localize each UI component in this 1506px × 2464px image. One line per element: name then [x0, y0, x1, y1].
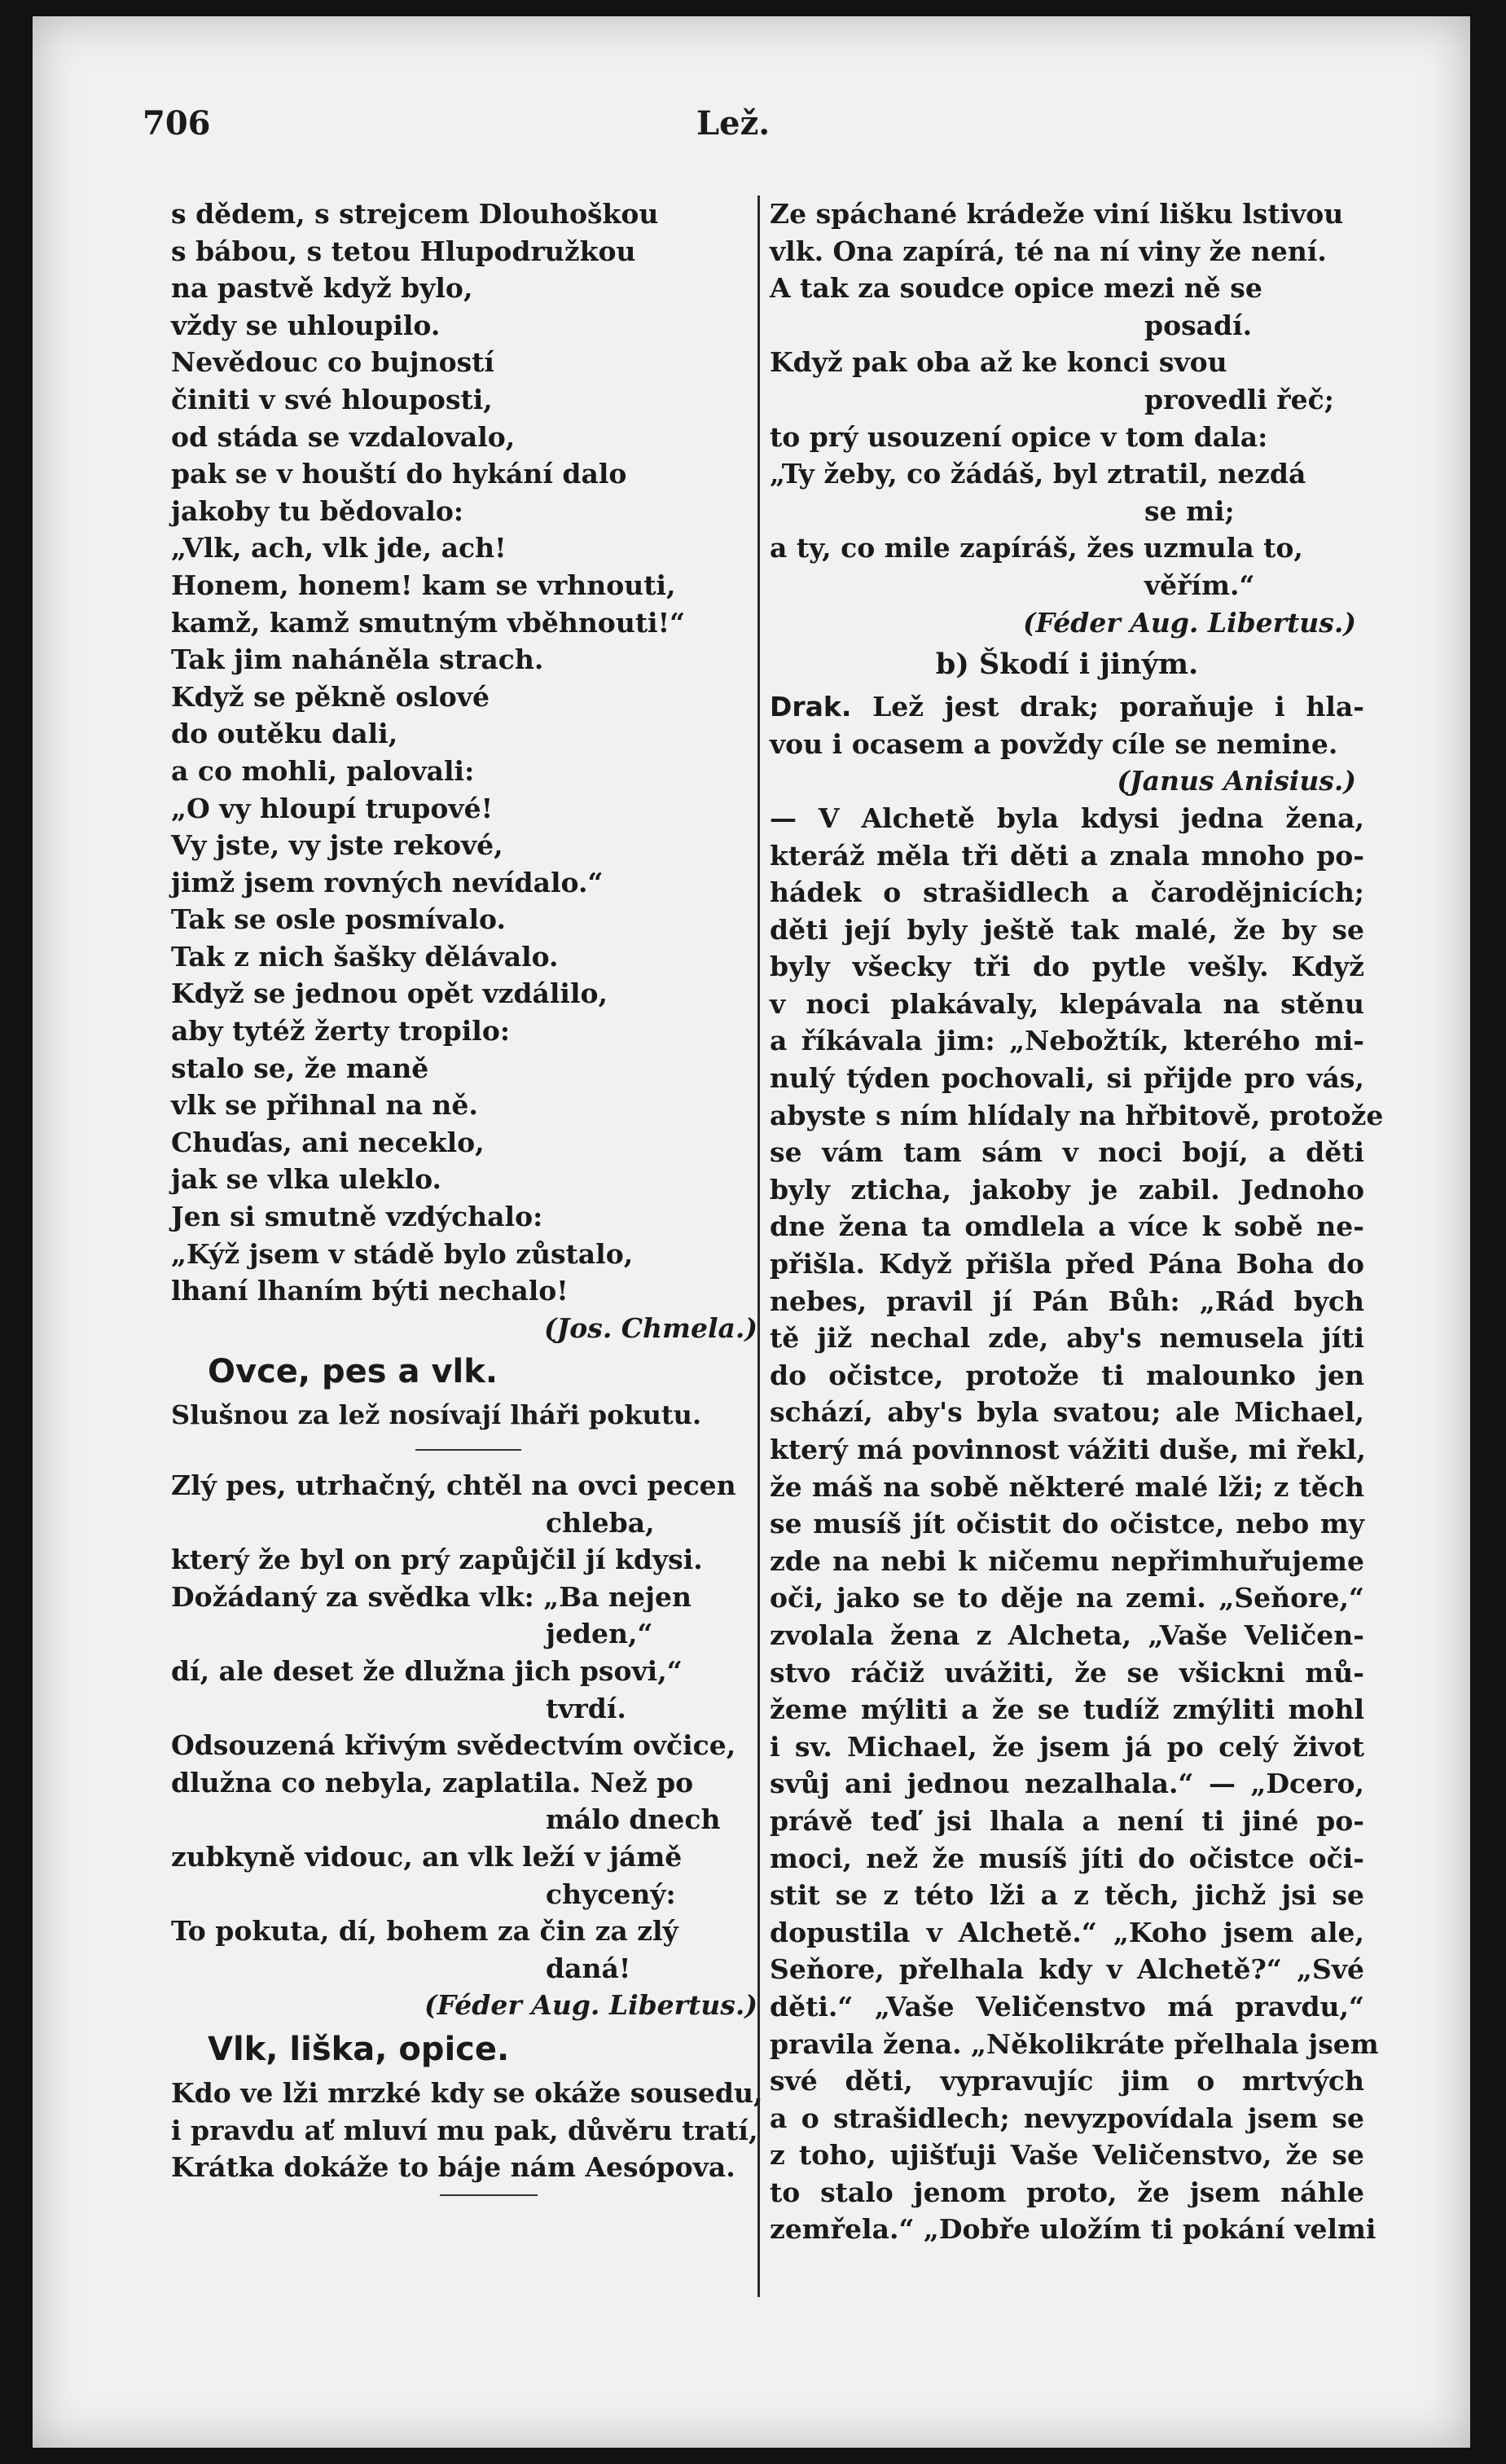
story-line: do očistce, protože ti malounko jen: [770, 1359, 1364, 1391]
poem-line: „Vlk, ach, vlk jde, ach!: [171, 532, 507, 564]
story-line: se vám tam sám v noci bojí, a děti: [770, 1136, 1364, 1169]
poem-line: „O vy hloupí trupové!: [171, 792, 494, 824]
poem-line: jakoby tu bědovalo:: [171, 494, 464, 527]
drak-text-1: Lež jest drak; poraňuje i hla-: [851, 691, 1364, 723]
poem-line: i pravdu ať mluví mu pak, důvěru tratí,: [171, 2114, 758, 2146]
story-line: žeme mýliti a že se tudíž zmýliti mohl: [770, 1693, 1364, 1726]
heading-vlk-liska-opice: Vlk, liška, opice.: [208, 2030, 510, 2068]
running-head: Lež.: [696, 104, 771, 143]
poem-line: Krátka dokáže to báje nám Aesópova.: [171, 2151, 735, 2184]
story-line: z toho, ujišťuji Vaše Veličenstvo, že se: [770, 2139, 1364, 2172]
story-line: oči, jako se to děje na zemi. „Seňore,“: [770, 1582, 1364, 1614]
story-line: i sv. Michael, že jsem já po celý život: [770, 1730, 1364, 1763]
attribution-anisius: (Janus Anisius.): [1117, 765, 1356, 797]
story-line: stvo ráčiž uvážiti, že se všickni mů-: [770, 1656, 1364, 1689]
poem-line: aby tytéž žerty tropilo:: [171, 1015, 511, 1048]
poem-vlk-oslove: [171, 195, 766, 1310]
story-line: v noci plakávaly, klepávala na stěnu: [770, 987, 1364, 1020]
poem-line: jeden,“: [546, 1618, 653, 1650]
poem-line: Když se pěkně oslové: [171, 680, 490, 713]
story-line: právě teď jsi lhala a není ti jiné po-: [770, 1804, 1364, 1837]
poem-line: Dožádaný za svědka vlk: „Ba nejen: [171, 1580, 692, 1613]
story-line: a o strašidlech; nevyzpovídala jsem se: [770, 2102, 1364, 2134]
story-line: svůj ani jednou nezalhala.“ — „Dcero,: [770, 1768, 1364, 1800]
poem-line: zubkyně vidouc, an vlk leží v jámě: [171, 1840, 683, 1873]
poem-line: vlk se přihnal na ně.: [171, 1089, 478, 1122]
story-line: Seňore, přelhala kdy v Alchetě?“ „Své: [770, 1953, 1364, 1986]
poem-line: a ty, co mile zapíráš, žes uzmula to,: [770, 532, 1303, 564]
story-line: zde na nebi k ničemu nepřimhuřujeme: [770, 1544, 1364, 1577]
subheading-skodi-jinym: b) Škodí i jiným.: [935, 648, 1199, 682]
poem-line: posadí.: [1144, 309, 1253, 341]
poem-line: A tak za soudce opice mezi ně se: [770, 272, 1262, 305]
poem-line: dlužna co nebyla, zaplatila. Než po: [171, 1766, 694, 1799]
story-line: byly zticha, jakoby je zabil. Jednoho: [770, 1173, 1364, 1206]
poem-line: s bábou, s tetou Hlupodružkou: [171, 235, 636, 267]
poem-line: To pokuta, dí, bohem za čin za zlý: [171, 1915, 678, 1948]
heading-ovce-pes-vlk: Ovce, pes a vlk.: [208, 1353, 498, 1391]
story-line: abyste s ním hlídaly na hřbitově, protože: [770, 1099, 1384, 1131]
poem-line: jak se vlka uleklo.: [171, 1163, 442, 1196]
poem-vlk-liska-opice-start: [171, 2075, 766, 2186]
poem-line: chleba,: [546, 1506, 655, 1539]
poem-line: jimž jsem rovných nevídalo.“: [171, 866, 604, 898]
story-line: zvolala žena z Alcheta, „Vaše Veličen-: [770, 1619, 1364, 1651]
story-line: moci, než že musíš jíti do očistce oči-: [770, 1842, 1364, 1874]
drak-heading: Drak.: [770, 691, 852, 723]
story-line: děti.“ „Vaše Veličenstvo má pravdu,“: [770, 1990, 1364, 2023]
poem-line: daná!: [546, 1952, 631, 1984]
poem-line: vždy se uhloupilo.: [171, 309, 441, 341]
poem-line: dí, ale deset že dlužna jich psovi,“: [171, 1654, 683, 1687]
poem-line: Jen si smutně vzdýchalo:: [171, 1201, 543, 1233]
poem-line: Ze spáchané krádeže viní lišku lstivou: [770, 198, 1344, 230]
poem-line: vlk. Ona zapírá, té na ní viny že není.: [770, 235, 1327, 267]
poem-vlk-liska-opice-cont: [770, 195, 1364, 604]
poem-line: Nevědouc co bujností: [171, 346, 494, 379]
poem-line: Když pak oba až ke konci svou: [770, 346, 1227, 379]
poem-line: to prý usouzení opice v tom dala:: [770, 420, 1268, 453]
story-line: přišla. Když přišla před Pána Boha do: [770, 1248, 1364, 1280]
story-line: schází, aby's byla svatou; ale Michael,: [770, 1396, 1364, 1429]
story-line: nulý týden pochovali, si přijde pro vás,: [770, 1062, 1364, 1095]
poem-line: s dědem, s strejcem Dlouhoškou: [171, 198, 659, 230]
poem-line: který že byl on prý zapůjčil jí kdysi.: [171, 1544, 703, 1576]
story-line: pravila žena. „Několikráte přelhala jsem: [770, 2027, 1379, 2060]
drak-text-2: vou i ocasem a povždy cíle se nemine.: [770, 727, 1338, 760]
story-line: který má povinnost vážiti duše, mi řekl,: [770, 1434, 1366, 1465]
separator-rule: [171, 1434, 766, 1467]
poem-line: pak se v houští do hykání dalo: [171, 458, 627, 490]
poem-line: na pastvě když bylo,: [171, 272, 473, 305]
poem-line: Odsouzená křivým svědectvím ovčice,: [171, 1729, 736, 1762]
poem-line: stalo se, že maně: [171, 1052, 429, 1084]
story-line: kteráž měla tři děti a znala mnoho po-: [770, 839, 1364, 872]
poem-ovce-pes-vlk: [171, 1467, 766, 1987]
poem-line: Tak z nich šašky dělávalo.: [171, 940, 559, 973]
drak-first-line: [770, 688, 1364, 726]
poem-line: a co mohli, palovali:: [171, 754, 475, 787]
poem-line: do outěku dali,: [171, 718, 398, 750]
story-line: děti její byly ještě tak malé, že by se: [770, 913, 1364, 946]
poem-line: lhaní lhaním býti nechalo!: [171, 1275, 569, 1307]
epigraph-ovce: Slušnou za lež nosívají lháři pokutu.: [171, 1399, 702, 1431]
poem-line: chycený:: [546, 1878, 676, 1910]
poem-line: Tak jim naháněla strach.: [171, 643, 544, 676]
poem-line: Chuďas, ani neceklo,: [171, 1126, 485, 1158]
poem-line: kamž, kamž smutným vběhnouti!“: [171, 606, 686, 639]
attribution-chmela: (Jos. Chmela.): [544, 1311, 757, 1344]
poem-line: od stáda se vzdalovalo,: [171, 420, 516, 453]
poem-line: Honem, honem! kam se vrhnouti,: [171, 569, 676, 601]
story-line: stit se z této lži a z těch, jichž jsi se: [770, 1879, 1364, 1912]
story-line: zemřela.“ „Dobře uložím ti pokání velmi: [770, 2213, 1376, 2246]
story-line: — V Alchetě byla kdysi jedna žena,: [770, 802, 1364, 834]
story-line: se musíš jít očistit do očistce, nebo my: [770, 1508, 1364, 1540]
right-column: [770, 195, 1384, 2248]
poem-line: „Ty žeby, co žádáš, byl ztratil, nezdá: [770, 458, 1306, 490]
story-line: byly všecky tři do pytle vešly. Když: [770, 951, 1364, 983]
poem-line: tvrdí.: [546, 1692, 626, 1724]
poem-line: Zlý pes, utrhačný, chtěl na ovci pecen: [171, 1469, 736, 1501]
poem-line: Kdo ve lži mrzké kdy se okáže sousedu,: [171, 2076, 763, 2109]
poem-line: činiti v své hlouposti,: [171, 383, 493, 415]
poem-line: Když se jednou opět vzdálilo,: [171, 977, 608, 1010]
bottom-rule: [171, 2186, 766, 2211]
poem-line: Tak se osle posmívalo.: [171, 903, 506, 936]
page-number: 706: [143, 104, 211, 143]
story-line: nebes, pravil jí Pán Bůh: „Rád bych: [770, 1285, 1364, 1317]
story-line: a říkávala jim: „Nebožtík, kterého mi-: [770, 1025, 1364, 1057]
story-line: dopustila v Alchetě.“ „Koho jsem ale,: [770, 1916, 1364, 1948]
poem-line: provedli řeč;: [1144, 383, 1334, 415]
poem-line: se mi;: [1144, 494, 1235, 527]
attribution-feder-1: (Féder Aug. Libertus.): [424, 1989, 757, 2022]
poem-line: málo dnech: [546, 1803, 721, 1836]
story-line: dne žena ta omdlela a více k sobě ne-: [770, 1210, 1364, 1243]
story-alcheta: [770, 800, 1384, 2248]
poem-line: „Kýž jsem v stádě bylo zůstalo,: [171, 1237, 634, 1270]
poem-line: Vy jste, vy jste rekové,: [171, 829, 503, 862]
attribution-feder-2: (Féder Aug. Libertus.): [1023, 606, 1356, 639]
story-line: že máš na sobě některé malé lži; z těch: [770, 1470, 1364, 1503]
story-line: tě již nechal zde, aby's nemusela jíti: [770, 1322, 1364, 1355]
story-line: hádek o strašidlech a čarodějnicích;: [770, 876, 1364, 909]
story-line: své děti, vypravujíc jim o mrtvých: [770, 2065, 1364, 2097]
left-column: [171, 195, 766, 2211]
story-line: to stalo jenom proto, že jsem náhle: [770, 2176, 1364, 2208]
poem-line: věřím.“: [1144, 569, 1255, 601]
